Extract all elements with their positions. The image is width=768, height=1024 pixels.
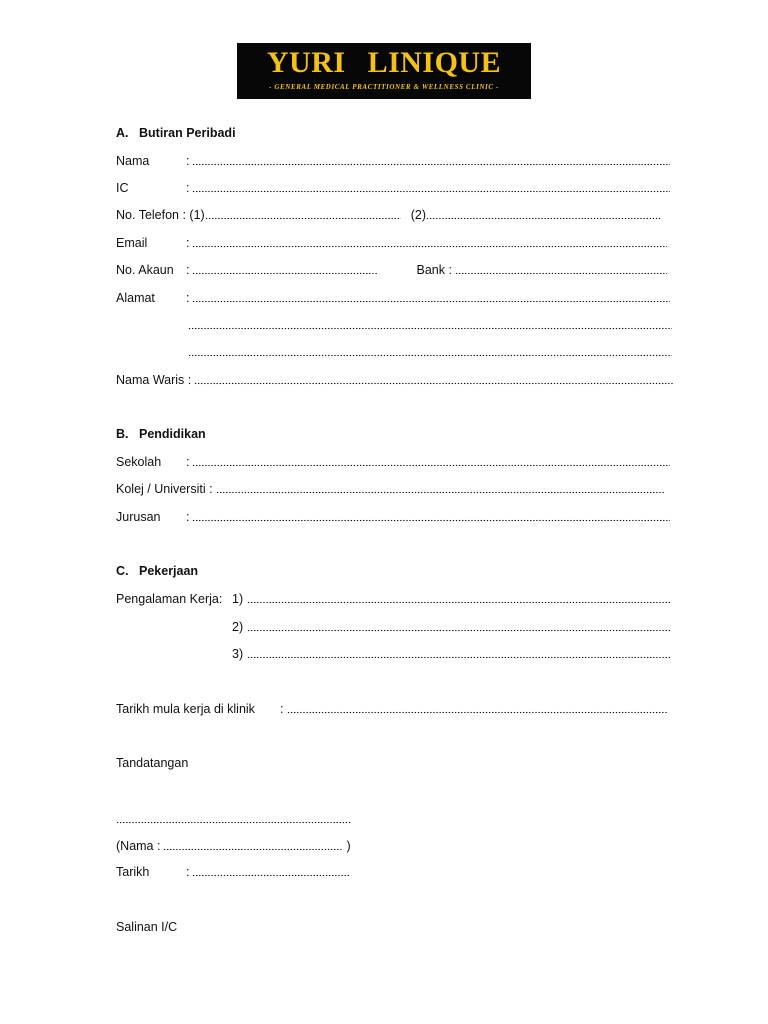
field-nama-waris[interactable]	[116, 372, 673, 388]
field-nama[interactable]: Nama :	[116, 153, 670, 169]
fill-line[interactable]	[188, 320, 672, 330]
fill-line[interactable]	[192, 238, 667, 248]
fill-line[interactable]	[192, 183, 670, 193]
field-signature-nama[interactable]: (Nama : )	[116, 839, 351, 853]
field-label: (2)	[410, 208, 426, 222]
signature-line[interactable]	[116, 811, 351, 827]
field-pengalaman-1[interactable]: Pengalaman Kerja: 1)	[116, 591, 671, 607]
field-label: No. Akaun	[116, 263, 174, 277]
field-label: Pengalaman Kerja:	[116, 592, 223, 606]
field-akaun[interactable]: No. Akaun : Bank :	[116, 262, 667, 278]
fill-line[interactable]	[192, 457, 670, 467]
field-telefon[interactable]	[116, 207, 662, 223]
field-label: Tarikh	[116, 865, 150, 879]
fill-line[interactable]	[216, 484, 664, 494]
logo-title-left: YURI	[266, 46, 346, 79]
fill-line[interactable]	[455, 265, 667, 275]
field-label: Nama	[116, 154, 150, 168]
logo-subtitle: - GENERAL MEDICAL PRACTITIONER & WELLNESS CLINIC -	[269, 83, 499, 91]
fill-line[interactable]	[192, 867, 350, 877]
field-label: Nama Waris :	[116, 373, 192, 387]
fill-line[interactable]	[247, 649, 671, 659]
field-label: No. Telefon : (1)	[116, 208, 205, 222]
fill-line[interactable]	[426, 210, 662, 220]
section-b-heading: B. Pendidikan	[116, 427, 206, 441]
field-label: Email	[116, 236, 148, 250]
field-alamat[interactable]: Alamat :	[116, 290, 670, 306]
field-label: Jurusan	[116, 510, 161, 524]
fill-line[interactable]	[192, 265, 378, 275]
signature-heading: Tandatangan	[116, 756, 189, 770]
field-email[interactable]: Email :	[116, 235, 667, 251]
logo-title-right: LINIQUE	[367, 46, 502, 79]
fill-line[interactable]	[192, 293, 670, 303]
fill-line[interactable]	[192, 156, 670, 166]
field-label: (Nama :	[116, 839, 161, 853]
field-tarikh-mula[interactable]: Tarikh mula kerja di klinik :	[116, 701, 667, 717]
field-sekolah[interactable]: Sekolah :	[116, 454, 670, 470]
salinan-ic-label: Salinan I/C	[116, 920, 178, 934]
field-ic[interactable]: IC :	[116, 180, 670, 196]
fill-line[interactable]	[163, 841, 343, 851]
field-kolej[interactable]	[116, 481, 664, 497]
fill-line[interactable]	[205, 210, 401, 220]
logo-title	[237, 48, 531, 78]
field-pengalaman-3[interactable]: 3)	[232, 646, 671, 662]
field-label: Alamat	[116, 291, 155, 305]
fill-line[interactable]	[287, 704, 667, 714]
field-signature-tarikh[interactable]: Tarikh :	[116, 864, 350, 880]
crescent-icon	[354, 48, 368, 78]
field-label: Tarikh mula kerja di klinik	[116, 702, 255, 716]
fill-line[interactable]	[247, 622, 671, 632]
fill-line[interactable]	[188, 347, 672, 357]
field-alamat-line-2[interactable]	[188, 317, 672, 333]
section-a-heading: A. Butiran Peribadi	[116, 126, 236, 140]
clinic-logo	[237, 43, 531, 99]
fill-line[interactable]	[194, 375, 673, 385]
field-pengalaman-2[interactable]: 2)	[232, 619, 671, 635]
field-alamat-line-3[interactable]	[188, 344, 672, 360]
section-c-heading: C. Pekerjaan	[116, 564, 199, 578]
field-label: IC	[116, 181, 129, 195]
field-label: Bank :	[416, 263, 452, 277]
field-label: Kolej / Universiti :	[116, 482, 213, 496]
fill-line[interactable]	[116, 814, 351, 824]
fill-line[interactable]	[247, 594, 671, 604]
field-label: Sekolah	[116, 455, 162, 469]
field-jurusan[interactable]: Jurusan :	[116, 509, 670, 525]
fill-line[interactable]	[192, 512, 670, 522]
